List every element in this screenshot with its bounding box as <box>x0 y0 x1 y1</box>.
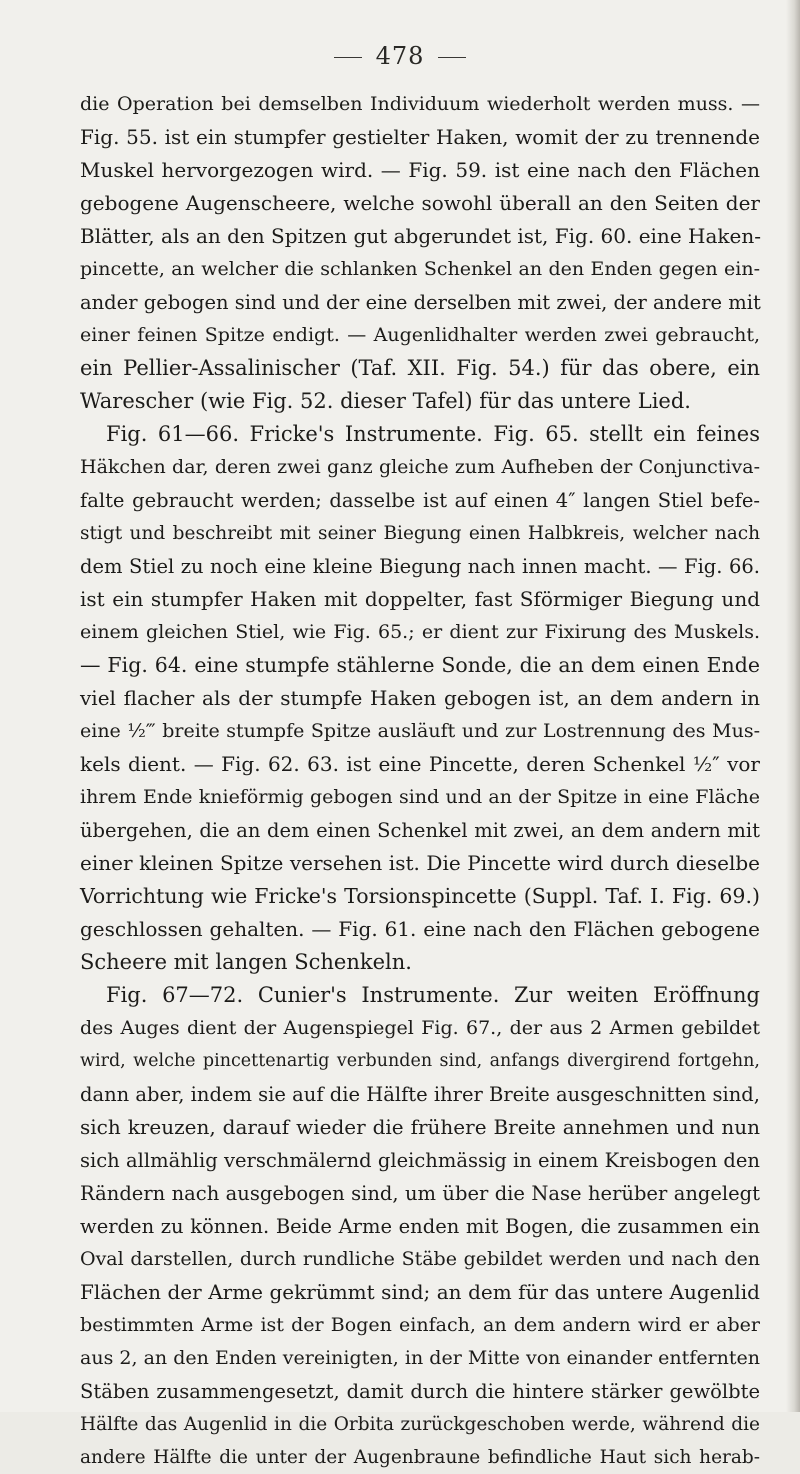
text-line: gebogene Augenscheere, welche sowohl überall an den Seiten der <box>80 191 760 215</box>
text-line: dem Stiel zu noch eine kleine Biegung nach innen macht. — Fig. 66. <box>80 555 760 578</box>
body-text <box>80 88 760 1474</box>
text-line: ander gebogen sind und der eine derselben mit zwei, der andere mit <box>80 291 761 314</box>
text-line: übergehen, die an dem einen Schenkel mit zwei, an dem andern mit <box>80 819 760 842</box>
text-line: eine ½‴ breite stumpfe Spitze ausläuft und zur Lostrennung des Mus- <box>80 720 760 742</box>
text-line: pincette, an welcher die schlanken Schenkel an den Enden gegen ein- <box>80 258 760 280</box>
text-line: Hälfte das Augenlid in die Orbita zurückgeschoben werde, während die <box>80 1414 760 1435</box>
text-line: Vorrichtung wie Fricke's Torsionspincette (Suppl. Taf. I. Fig. 69.) <box>80 884 760 908</box>
text-line: viel flacher als der stumpfe Haken gebogen ist, an dem andern in <box>80 686 760 710</box>
text-line: wird, welche pincettenartig verbunden sind, anfangs divergirend fortgehn, <box>80 1051 760 1071</box>
text-line: ihrem Ende knieförmig gebogen sind und an der Spitze in eine Fläche <box>80 786 760 808</box>
text-line: sich allmählig verschmälernd gleichmässig in einem Kreisbogen den <box>80 1149 760 1172</box>
text-line: ist ein stumpfer Haken mit doppelter, fast Sförmiger Biegung und <box>80 587 760 611</box>
text-line: Fig. 61—66. Fricke's Instrumente. Fig. 65. stellt ein feines <box>106 422 760 446</box>
header-dash-left <box>334 57 362 58</box>
text-line: geschlossen gehalten. — Fig. 61. eine nach den Flächen gebogene <box>80 917 760 941</box>
header-dash-right <box>438 57 466 58</box>
text-line: Rändern nach ausgebogen sind, um über die Nase herüber angelegt <box>80 1182 760 1205</box>
text-line: Flächen der Arme gekrümmt sind; an dem für das untere Augenlid <box>80 1280 760 1304</box>
text-line: stigt und beschreibt mit seiner Biegung einen Halbkreis, welcher nach <box>80 523 760 544</box>
text-line: sich kreuzen, darauf wieder die frühere Breite annehmen und nun <box>80 1115 760 1139</box>
text-line: werden zu können. Beide Arme enden mit Bogen, die zusammen ein <box>80 1215 760 1238</box>
text-line: einem gleichen Stiel, wie Fig. 65.; er dient zur Fixirung des Muskels. <box>80 621 760 643</box>
text-line: falte gebraucht werden; dasselbe ist auf einen 4″ langen Stiel befe- <box>80 489 760 512</box>
text-line: bestimmten Arme ist der Bogen einfach, an dem andern wird er aber <box>80 1314 760 1336</box>
text-line: — Fig. 64. eine stumpfe stählerne Sonde, die an dem einen Ende <box>80 653 760 677</box>
text-line: einer kleinen Spitze versehen ist. Die Pincette wird durch dieselbe <box>80 851 760 875</box>
text-line: des Auges dient der Augenspiegel Fig. 67., der aus 2 Armen gebildet <box>80 1017 760 1039</box>
text-line: dann aber, indem sie auf die Hälfte ihrer Breite ausgeschnitten sind, <box>80 1083 760 1106</box>
text-line: aus 2, an den Enden vereinigten, in der Mitte von einander entfernten <box>80 1347 760 1369</box>
text-line: ein Pellier-Assalinischer (Taf. XII. Fig. 54.) für das obere, ein <box>80 356 760 380</box>
text-line: die Operation bei demselben Individuum wiederholt werden muss. — <box>80 93 760 115</box>
text-line: Stäben zusammengesetzt, damit durch die hintere stärker gewölbte <box>80 1380 760 1403</box>
text-line: Warescher (wie Fig. 52. dieser Tafel) für das untere Lied. <box>80 389 691 413</box>
page-header <box>0 42 800 70</box>
text-line: Fig. 55. ist ein stumpfer gestielter Haken, womit der zu trennende <box>80 125 760 149</box>
text-line: Oval darstellen, durch rundliche Stäbe gebildet werden und nach den <box>80 1248 760 1270</box>
text-line: Häkchen dar, deren zwei ganz gleiche zum Aufheben der Conjunctiva- <box>80 456 760 478</box>
text-line: einer feinen Spitze endigt. — Augenlidhalter werden zwei gebraucht, <box>80 324 760 346</box>
text-line: kels dient. — Fig. 62. 63. ist eine Pincette, deren Schenkel ½″ vor <box>80 752 760 776</box>
text-line: Muskel hervorgezogen wird. — Fig. 59. ist eine nach den Flächen <box>80 158 760 182</box>
text-line: andere Hälfte die unter der Augenbraune befindliche Haut sich herab- <box>80 1447 760 1468</box>
text-line: Scheere mit langen Schenkeln. <box>80 950 412 974</box>
page-number: 478 <box>375 42 425 70</box>
text-line: Blätter, als an den Spitzen gut abgerundet ist, Fig. 60. eine Haken- <box>80 224 761 248</box>
text-line: Fig. 67—72. Cunier's Instrumente. Zur weiten Eröffnung <box>106 983 760 1007</box>
page-edge-shadow <box>786 0 800 1412</box>
